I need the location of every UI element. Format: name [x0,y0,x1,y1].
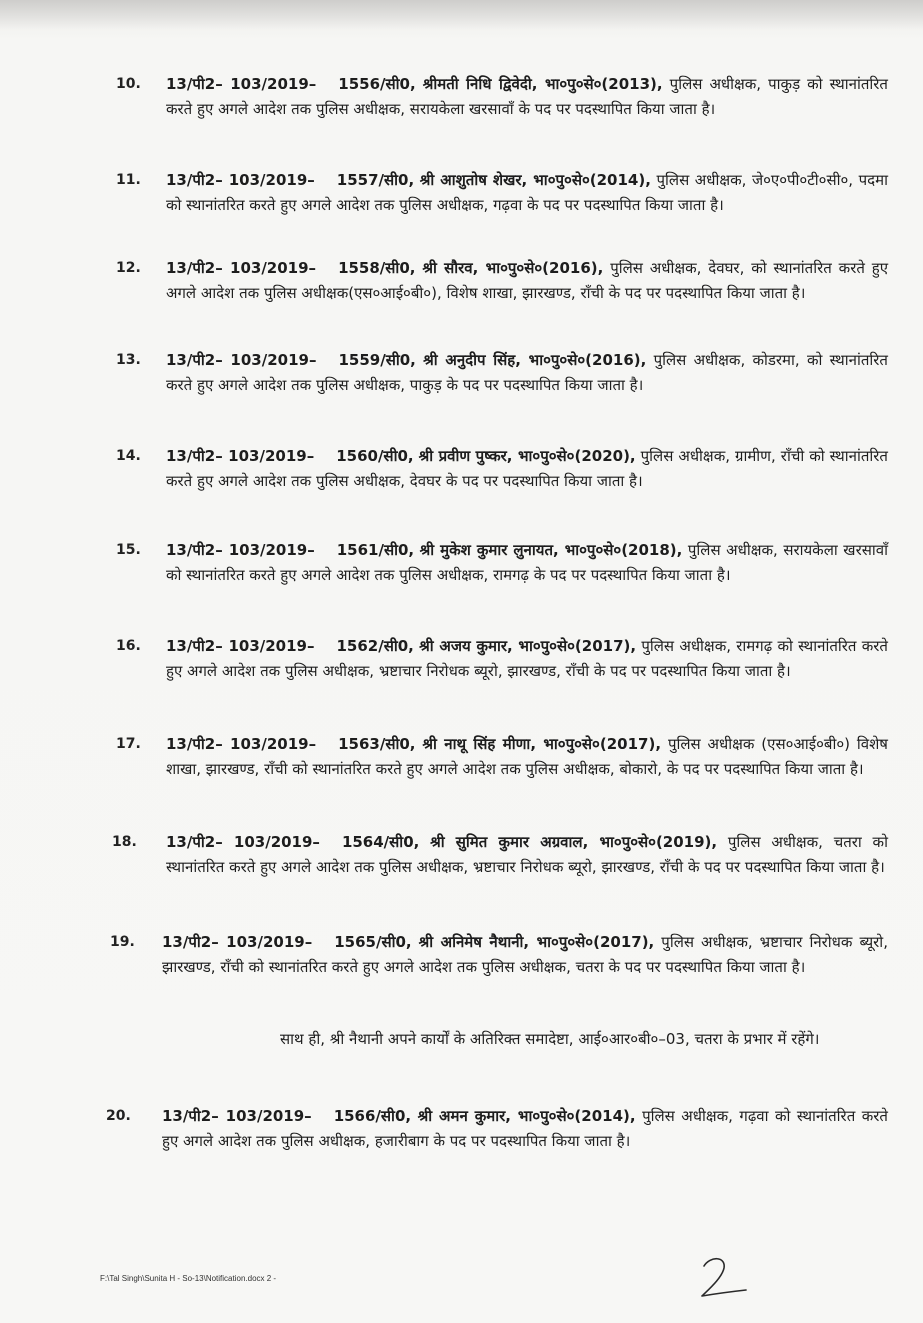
officer-name: श्री प्रवीण पुष्कर, भा०पु०से०(2020), [418,447,636,465]
officer-name: श्री नाथू सिंह मीणा, भा०पु०से०(2017), [422,735,662,753]
memo-reference: 13/पी2– 103/2019– [166,833,320,851]
entry-body [162,1104,888,1153]
entry-body [166,72,888,121]
entry-text: पुलिस अधीक्षक, पाकुड़ को स्थानांतरित करते हुए अगले आदेश तक पुलिस अधीक्षक, सरायकेला खरसावाँ के पद पर पदस्थापित किया जाता है। [166,75,888,118]
memo-reference: 13/पी2– 103/2019– [166,447,315,465]
entry-number: 20. [106,1108,131,1124]
entry-text: पुलिस अधीक्षक, सरायकेला खरसावाँ को स्थानांतरित करते हुए अगले आदेश तक पुलिस अधीक्षक, रामगढ़ के पद पर पदस्थापित किया जाता है। [166,541,888,584]
entry-body [166,168,888,217]
order-number: 1560/सी0, [336,447,414,465]
entry-number: 10. [116,76,141,92]
order-number: 1558/सी0, [338,259,416,277]
scan-top-edge [0,0,923,30]
entry-body [166,256,888,305]
entry-body [166,538,888,587]
handwritten-page-number [694,1252,754,1302]
memo-reference: 13/पी2– 103/2019– [166,637,315,655]
entry-number: 17. [116,736,141,752]
entry-body [166,634,888,683]
entry-number: 18. [112,834,137,850]
entry-number: 11. [116,172,141,188]
entry-text: पुलिस अधीक्षक, भ्रष्टाचार निरोधक ब्यूरो, झारखण्ड, राँची को स्थानांतरित करते हुए अगले आदेश तक पुलिस अधीक्षक, चतरा के पद पर पदस्थापित किया जाता है। [162,933,888,976]
entry-number: 14. [116,448,141,464]
memo-reference: 13/पी2– 103/2019– [166,75,317,93]
entry-text: पुलिस अधीक्षक, चतरा को स्थानांतरित करते हुए अगले आदेश तक पुलिस अधीक्षक, भ्रष्टाचार निरोधक ब्यूरो, झारखण्ड, राँची के पद पर पदस्थापित किया जाता है। [166,833,888,876]
officer-name: श्री अमन कुमार, भा०पु०से०(2014), [417,1107,636,1125]
additional-charge-note: साथ ही, श्री नैथानी अपने कार्यों के अतिरिक्त समादेष्टा, आई०आर०बी०–03, चतरा के प्रभार में रहेंगे। [280,1030,820,1048]
memo-reference: 13/पी2– 103/2019– [166,735,317,753]
entry-text: पुलिस अधीक्षक, कोडरमा, को स्थानांतरित करते हुए अगले आदेश तक पुलिस अधीक्षक, पाकुड़ के पद पर पदस्थापित किया जाता है। [166,351,888,394]
memo-reference: 13/पी2– 103/2019– [166,541,315,559]
order-number: 1556/सी0, [338,75,416,93]
entry-text: पुलिस अधीक्षक, ग्रामीण, राँची को स्थानांतरित करते हुए अगले आदेश तक पुलिस अधीक्षक, देवघर के पद पर पदस्थापित किया जाता है। [166,447,888,490]
order-number: 1566/सी0, [333,1107,412,1125]
memo-reference: 13/पी2– 103/2019– [166,171,315,189]
officer-name: श्री आशुतोष शेखर, भा०पु०से०(2014), [419,171,651,189]
entry-number: 15. [116,542,141,558]
order-number: 1562/सी0, [336,637,414,655]
officer-name: श्री सुमित कुमार अग्रवाल, भा०पु०से०(2019), [430,833,718,851]
order-number: 1564/सी0, [341,833,420,851]
entry-text: पुलिस अधीक्षक, देवघर, को स्थानांतरित करते हुए अगले आदेश तक पुलिस अधीक्षक(एस०आई०बी०), विशेष शाखा, झारखण्ड, राँची के पद पर पदस्थापित किया जाता है। [166,259,888,302]
order-number: 1561/सी0, [336,541,415,559]
officer-name: श्री अजय कुमार, भा०पु०से०(2017), [419,637,637,655]
memo-reference: 13/पी2– 103/2019– [162,1107,312,1125]
entry-text: पुलिस अधीक्षक, जे०ए०पी०टी०सी०, पदमा को स्थानांतरित करते हुए अगले आदेश तक पुलिस अधीक्षक, गढ़वा के पद पर पदस्थापित किया जाता है। [166,171,888,214]
entry-number: 16. [116,638,141,654]
order-number: 1563/सी0, [338,735,416,753]
entry-body [166,348,888,397]
entry-body [162,930,888,979]
officer-name: श्री अनिमेष नैथानी, भा०पु०से०(2017), [418,933,655,951]
memo-reference: 13/पी2– 103/2019– [162,933,313,951]
entry-text: पुलिस अधीक्षक, रामगढ़ को स्थानांतरित करते हुए अगले आदेश तक पुलिस अधीक्षक, भ्रष्टाचार निरोधक ब्यूरो, झारखण्ड, राँची के पद पर पदस्थापित किया जाता है। [166,637,888,680]
officer-name: श्रीमती निधि द्विवेदी, भा०पु०से०(2013), [422,75,663,93]
entry-text: पुलिस अधीक्षक (एस०आई०बी०) विशेष शाखा, झारखण्ड, राँची को स्थानांतरित करते हुए अगले आदेश तक पुलिस अधीक्षक, बोकारो, के पद पर पदस्थापित किया जाता है। [166,735,888,778]
entry-number: 12. [116,260,141,276]
memo-reference: 13/पी2– 103/2019– [166,259,317,277]
officer-name: श्री मुकेश कुमार लुनायत, भा०पु०से०(2018), [419,541,683,559]
order-number: 1557/सी0, [336,171,415,189]
order-number: 1559/सी0, [338,351,416,369]
entry-body [166,830,888,879]
footer-file-path: F:\Tal Singh\Sunita H - So-13\Notification.docx 2 - [100,1274,277,1283]
entry-number: 13. [116,352,141,368]
entry-body [166,732,888,781]
entry-number: 19. [110,934,135,950]
entry-text: पुलिस अधीक्षक, गढ़वा को स्थानांतरित करते हुए अगले आदेश तक पुलिस अधीक्षक, हजारीबाग के पद पर पदस्थापित किया जाता है। [162,1107,888,1150]
entry-body [166,444,888,493]
officer-name: श्री सौरव, भा०पु०से०(2016), [422,259,604,277]
officer-name: श्री अनुदीप सिंह, भा०पु०से०(2016), [423,351,647,369]
memo-reference: 13/पी2– 103/2019– [166,351,317,369]
order-number: 1565/सी0, [334,933,412,951]
